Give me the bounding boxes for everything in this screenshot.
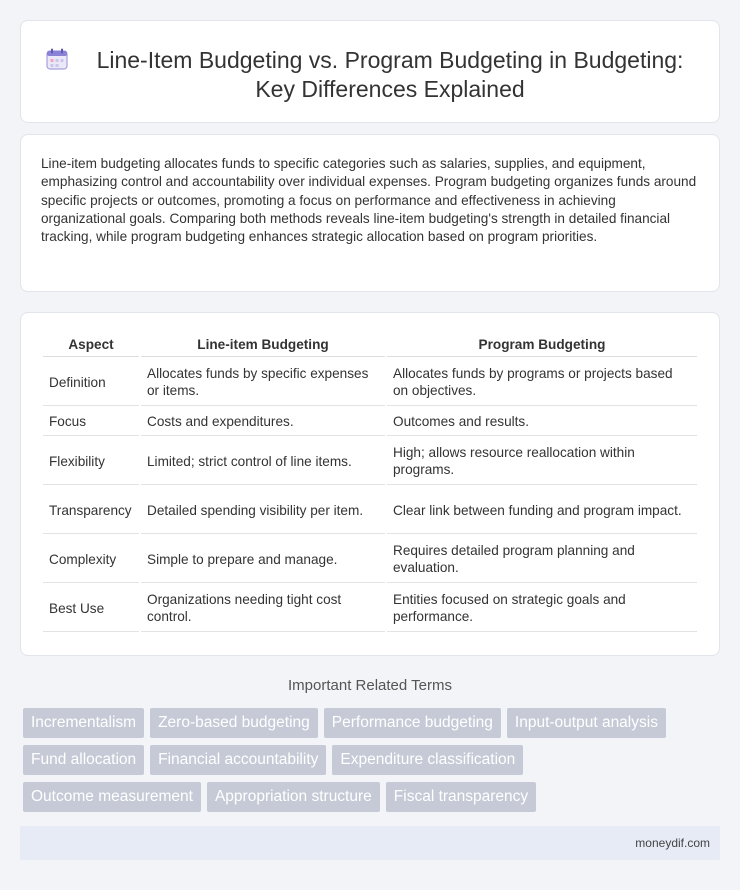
table-cell: Best Use <box>43 585 139 632</box>
related-term-tag[interactable]: Expenditure classification <box>332 745 523 775</box>
column-header-line-item: Line-item Budgeting <box>141 333 385 357</box>
related-term-tag[interactable]: Financial accountability <box>150 745 326 775</box>
table-cell: Entities focused on strategic goals and performance. <box>387 585 697 632</box>
table-row <box>43 438 697 485</box>
calendar-icon <box>46 48 68 70</box>
table-cell: Limited; strict control of line items. <box>141 438 385 485</box>
table-cell: Simple to prepare and manage. <box>141 536 385 583</box>
table-row <box>43 359 697 406</box>
related-terms-title: Important Related Terms <box>288 677 452 694</box>
related-term-tag[interactable]: Outcome measurement <box>23 782 201 812</box>
table-cell: Transparency <box>43 487 139 534</box>
column-header-aspect: Aspect <box>43 333 139 357</box>
table-row <box>43 585 697 632</box>
intro-card <box>20 134 720 292</box>
related-term-tag[interactable]: Appropriation structure <box>207 782 380 812</box>
page-title-line1: Line-Item Budgeting vs. Program Budgeting in Budgeting: <box>96 47 684 73</box>
related-term-tag[interactable]: Performance budgeting <box>324 708 501 738</box>
table-cell: Allocates funds by specific expenses or items. <box>141 359 385 406</box>
table-cell: Requires detailed program planning and evaluation. <box>387 536 697 583</box>
related-term-tag[interactable]: Zero-based budgeting <box>150 708 318 738</box>
table-cell: Focus <box>43 408 139 436</box>
table-row <box>43 536 697 583</box>
related-term-tag[interactable]: Fiscal transparency <box>386 782 536 812</box>
table-cell: Clear link between funding and program impact. <box>387 487 697 534</box>
column-header-program: Program Budgeting <box>387 333 697 357</box>
table-cell: Outcomes and results. <box>387 408 697 436</box>
related-term-tag[interactable]: Input-output analysis <box>507 708 666 738</box>
table-row <box>43 487 697 534</box>
table-cell: Allocates funds by programs or projects based on objectives. <box>387 359 697 406</box>
table-cell: High; allows resource reallocation within programs. <box>387 438 697 485</box>
comparison-card <box>20 312 720 656</box>
comparison-table <box>41 331 699 634</box>
header-card <box>20 20 720 123</box>
table-cell: Detailed spending visibility per item. <box>141 487 385 534</box>
related-terms-list <box>23 708 703 812</box>
page-title-line2: Key Differences Explained <box>255 76 525 102</box>
footer-site-name[interactable]: moneydif.com <box>635 836 710 850</box>
table-cell: Flexibility <box>43 438 139 485</box>
related-term-tag[interactable]: Incrementalism <box>23 708 144 738</box>
table-cell: Complexity <box>43 536 139 583</box>
table-cell: Definition <box>43 359 139 406</box>
table-row <box>43 408 697 436</box>
table-header-row <box>43 333 697 357</box>
related-term-tag[interactable]: Fund allocation <box>23 745 144 775</box>
page-title <box>71 46 709 104</box>
intro-text: Line-item budgeting allocates funds to specific categories such as salaries, supplies, and equipment, emphasizing control and accountability over individual expenses. Program budgeting organizes funds around specific projects or outcomes, promoting a focus on performance and effectiveness in achieving organizational goals. Comparing both methods reveals line-item budgeting's strength in detailed financial tracking, while program budgeting enhances strategic allocation based on program priorities. <box>41 156 697 245</box>
footer <box>20 826 720 860</box>
table-cell: Organizations needing tight cost control. <box>141 585 385 632</box>
table-cell: Costs and expenditures. <box>141 408 385 436</box>
